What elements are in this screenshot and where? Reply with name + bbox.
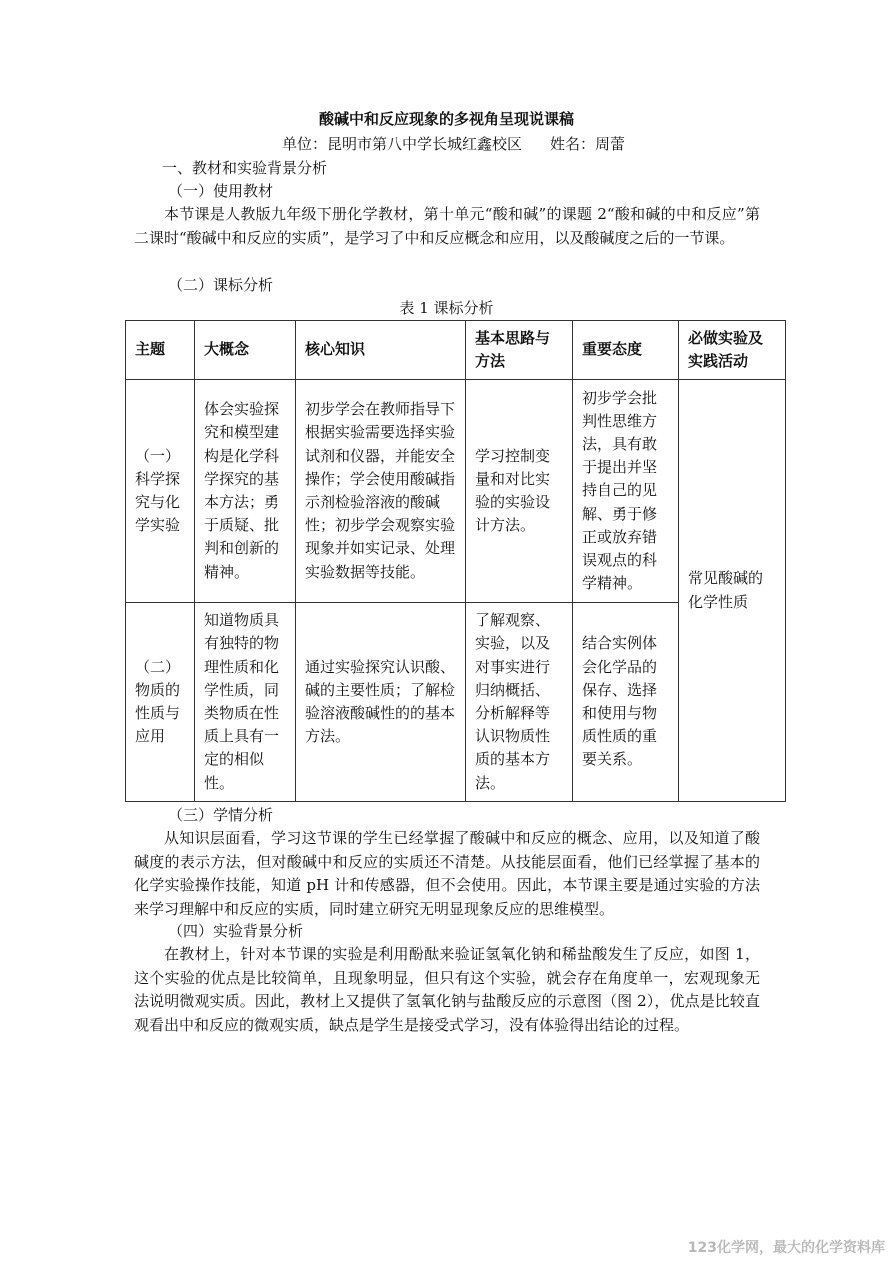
byline	[282, 133, 625, 154]
cell-experiment: 常见酸碱的化学性质	[679, 380, 786, 802]
header-big-concept: 大概念	[195, 321, 296, 380]
subheading-experiment-background: （四）实验背景分析	[168, 922, 304, 940]
paragraph-textbook: 本节课是人教版九年级下册化学教材，第十单元“酸和碱”的课题 2“酸和碱的中和反应”第二课时“酸碱中和反应的实质”，是学习了中和反应概念和应用，以及酸碱度之后的一节课。	[134, 205, 760, 247]
header-method: 基本思路与方法	[466, 321, 573, 380]
paragraph-learners: 从知识层面看，学习这节课的学生已经掌握了酸碱中和反应的概念、应用，以及知道了酸碱度的表示方法，但对酸碱中和反应的实质还不清楚。从技能层面看，他们已经掌握了基本的化学实验操作技能，知道 pH 计和传感器，但不会使用。因此，本节课主要是通过实验的方法来学习理解中和反应的实质，同时建立研究无明显现象反应的思维模型。	[134, 829, 760, 918]
header-attitude: 重要态度	[573, 321, 679, 380]
table-header-row	[126, 321, 786, 380]
cell-concept: 体会实验探究和模型建构是化学科学探究的基本方法；勇于质疑、批判和创新的精神。	[195, 380, 296, 603]
header-experiment: 必做实验及实践活动	[679, 321, 786, 380]
table-row	[126, 380, 786, 603]
cell-theme: （二）物质的性质与应用	[126, 603, 195, 802]
cell-attitude: 结合实例体会化学品的保存、选择和使用与物质性质的重要关系。	[573, 603, 679, 802]
cell-method: 学习控制变量和对比实验的实验设计方法。	[466, 380, 573, 603]
curriculum-table	[125, 320, 786, 802]
subheading-standard: （二）课标分析	[168, 276, 274, 294]
cell-attitude: 初步学会批判性思维方法，具有敢于提出并坚持自己的见解、勇于修正或放弃错误观点的科学精神。	[573, 380, 679, 603]
author-name: 姓名：周蕾	[550, 135, 626, 153]
footer-watermark: 123化学网，最大的化学资料库	[687, 1240, 885, 1256]
cell-knowledge: 通过实验探究认识酸、碱的主要性质；了解检验溶液酸碱性的的基本方法。	[296, 603, 466, 802]
cell-knowledge: 初步学会在教师指导下根据实验需要选择实验试剂和仪器，并能安全操作；学会使用酸碱指示剂检验溶液的酸碱性；初步学会观察实验现象并如实记录、处理实验数据等技能。	[296, 380, 466, 603]
subheading-learners: （三）学情分析	[168, 806, 274, 824]
cell-method: 了解观察、实验，以及对事实进行归纳概括、分析解释等认识物质性质的基本方法。	[466, 603, 573, 802]
subheading-textbook: （一）使用教材	[168, 182, 274, 200]
document-title: 酸碱中和反应现象的多视角呈现说课稿	[318, 110, 574, 128]
cell-theme: （一）科学探究与化学实验	[126, 380, 195, 603]
header-theme: 主题	[126, 321, 195, 380]
header-core-knowledge: 核心知识	[296, 321, 466, 380]
table-caption: 表 1 课标分析	[399, 299, 494, 317]
paragraph-experiment-background: 在教材上，针对本节课的实验是利用酚酞来验证氢氧化钠和稀盐酸发生了反应，如图 1，这个实验的优点是比较简单，且现象明显，但只有这个实验，就会存在角度单一，宏观现象无法说明微观实质。因此，教材上又提供了氢氧化钠与盐酸反应的示意图（图 2），优点是比较直观看出中和反应的微观实质，缺点是学生是接受式学习，没有体验得出结论的过程。	[134, 945, 760, 1034]
section-heading-1: 一、教材和实验背景分析	[162, 159, 328, 177]
author-unit: 单位：昆明市第八中学长城红鑫校区	[282, 135, 523, 153]
cell-concept: 知道物质具有独特的物理性质和化学性质，同类物质在性质上具有一定的相似性。	[195, 603, 296, 802]
